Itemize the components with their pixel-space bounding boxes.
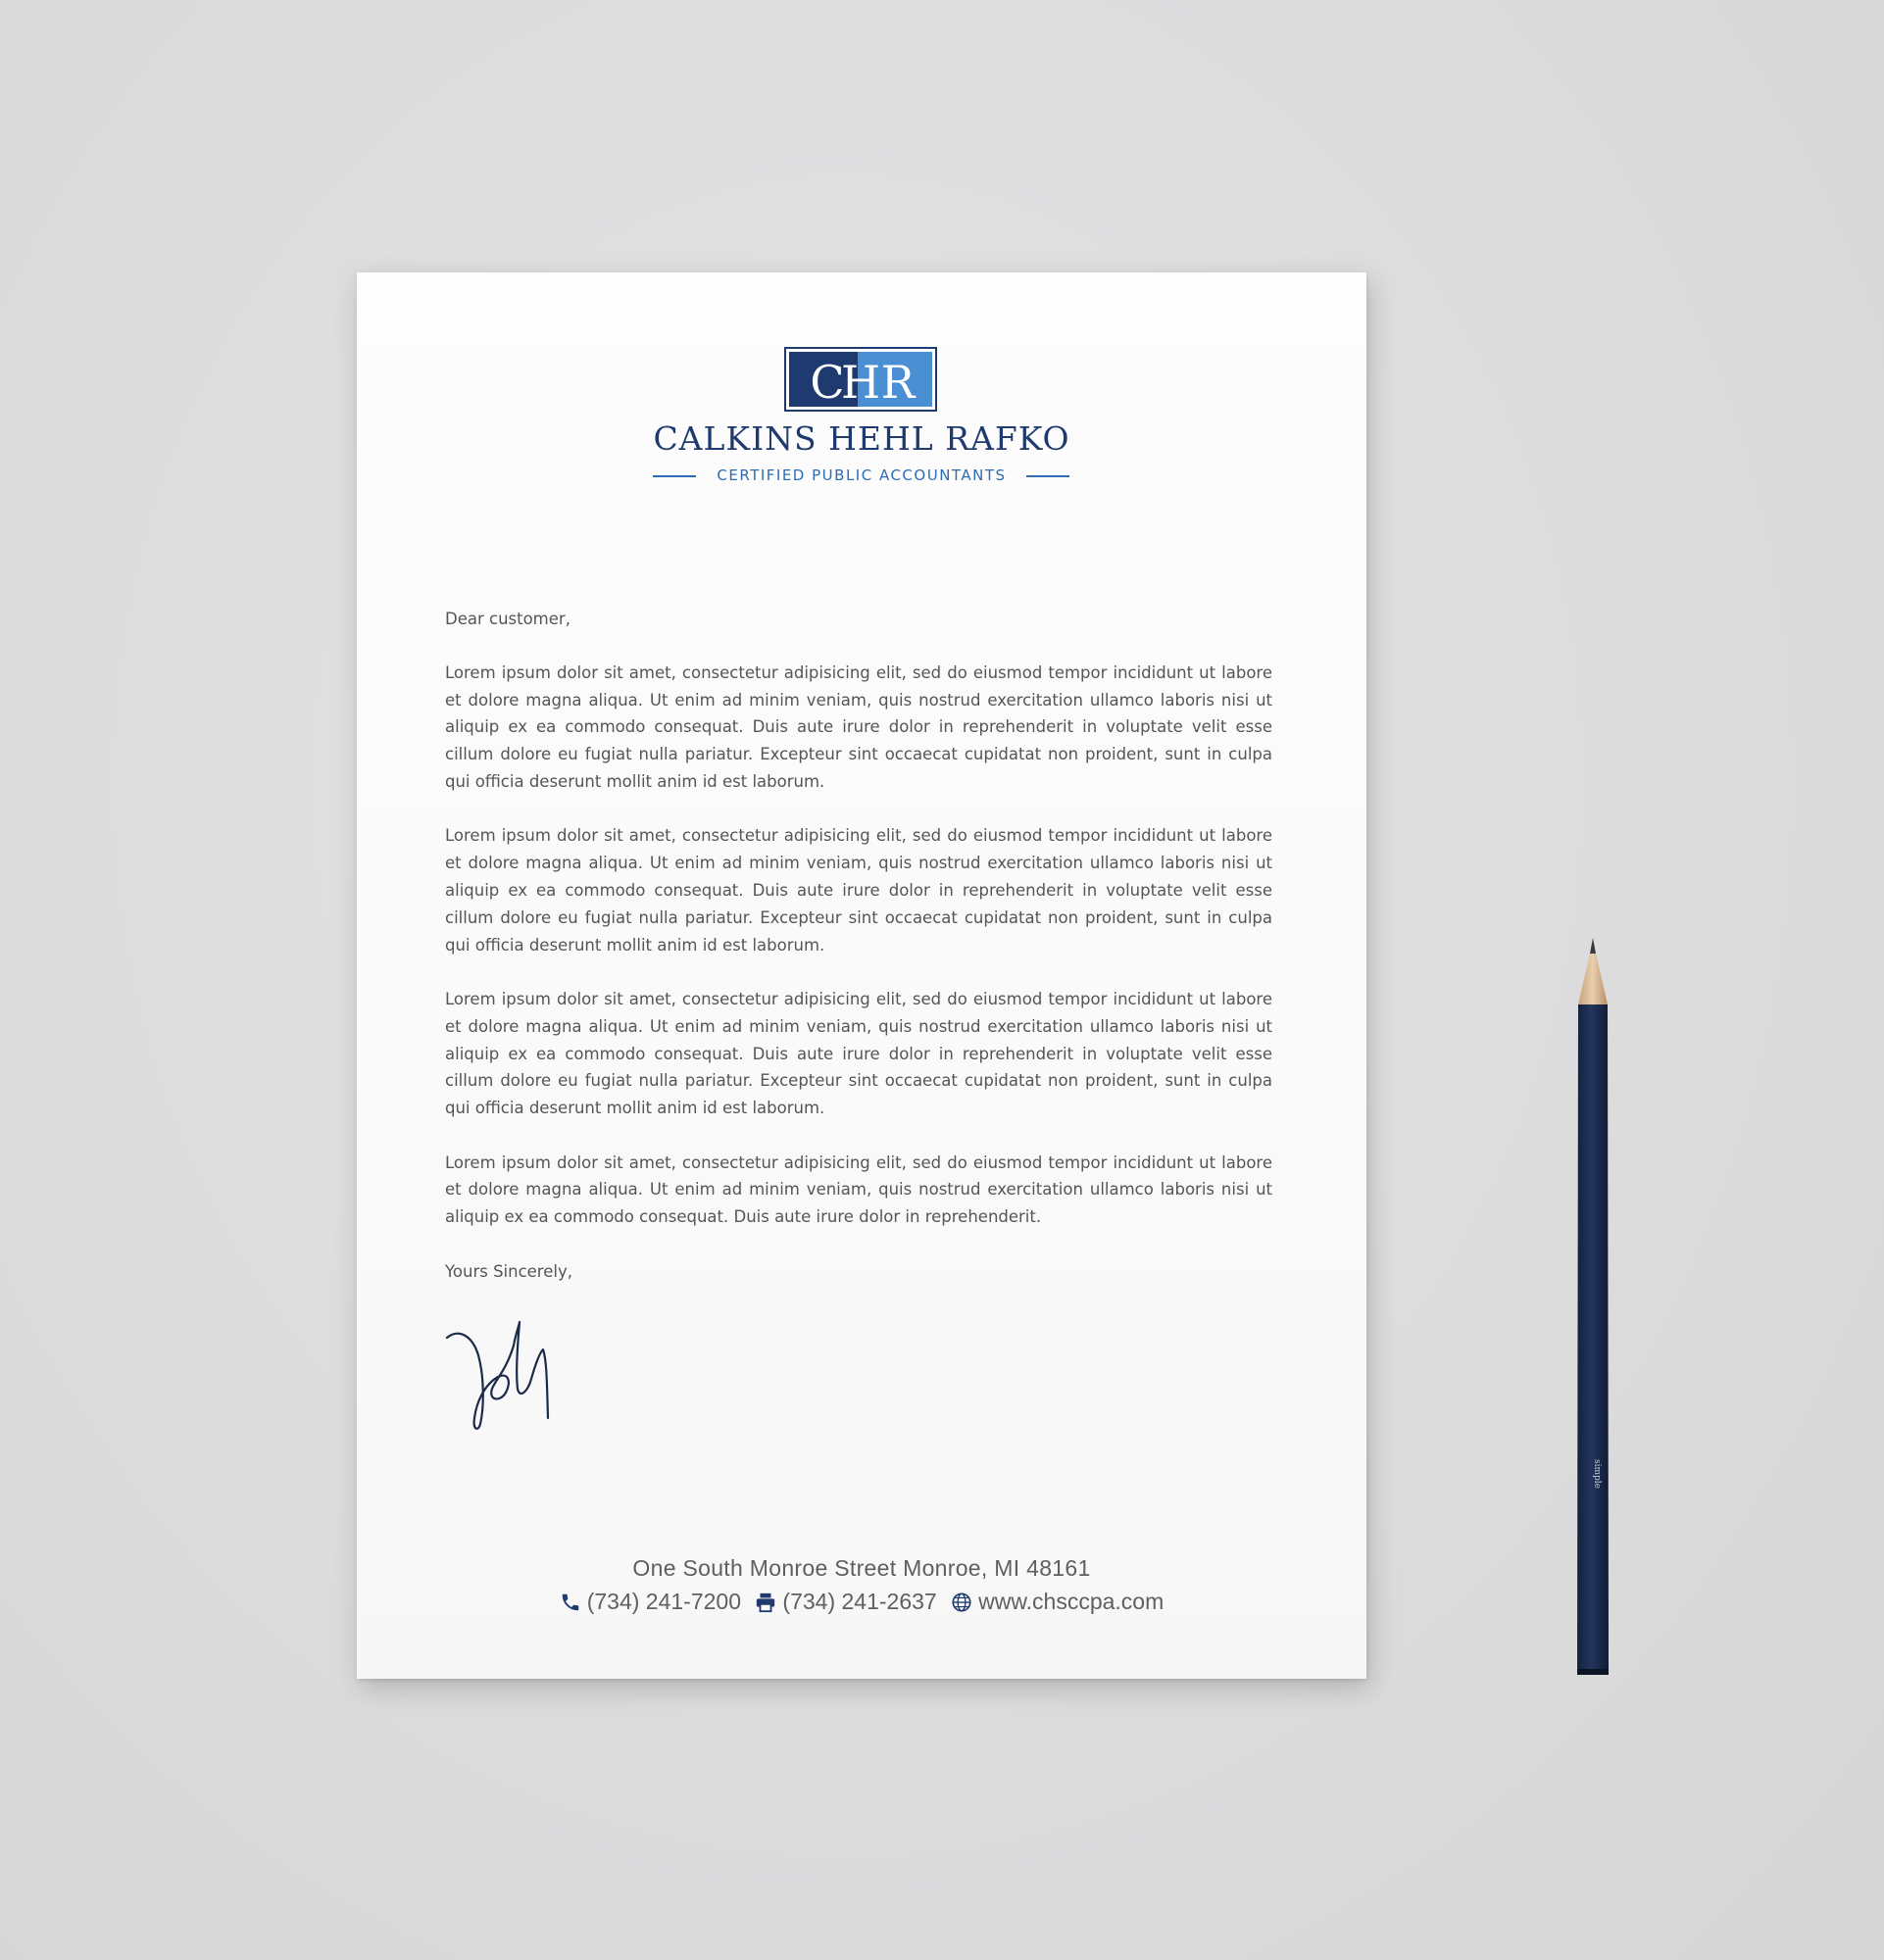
closing-line: Yours Sincerely, (445, 1261, 572, 1281)
svg-text:R: R (880, 356, 916, 409)
website-contact[interactable] (951, 1587, 1164, 1616)
tagline-rule-right (1026, 475, 1069, 477)
letter-body (445, 606, 1272, 1285)
salutation: Dear customer, (445, 610, 570, 628)
phone-contact (560, 1587, 741, 1616)
handwritten-signature (445, 1316, 572, 1434)
pencil-imprint: simple (1592, 1459, 1602, 1489)
fax-number: (734) 241-2637 (782, 1589, 937, 1614)
footer-contacts (357, 1587, 1366, 1620)
letter-paragraph: Lorem ipsum dolor sit amet, consectetur adipisicing elit, sed do eiusmod tempor incididunt ut labore et dolore magna aliqua. Ut enim ad minim veniam, quis nostrud exercitation ullamco laboris nisi ut aliquip ex ea commodo consequat. Duis aute irure dolor in reprehenderit in voluptate velit esse cillum dolore eu fugiat nulla pariatur. Excepteur sint occaecat cupidatat non proident, sunt in culpa qui officia deserunt mollit anim id est laborum. (445, 989, 1272, 1118)
fax-contact (755, 1587, 936, 1616)
letter-footer (357, 1553, 1366, 1620)
company-logo (357, 347, 1366, 504)
website-link[interactable]: www.chsccpa.com (978, 1589, 1165, 1614)
globe-icon (951, 1591, 972, 1612)
tagline-rule-left (653, 475, 696, 477)
svg-text:H: H (840, 356, 881, 409)
pencil (1573, 936, 1612, 1681)
footer-address: One South Monroe Street Monroe, MI 48161 (632, 1555, 1091, 1581)
chr-monogram-logo (784, 347, 937, 412)
svg-text:C: C (810, 356, 845, 409)
tagline-row (357, 466, 1366, 486)
letter-paragraph: Lorem ipsum dolor sit amet, consectetur adipisicing elit, sed do eiusmod tempor incididunt ut labore et dolore magna aliqua. Ut enim ad minim veniam, quis nostrud exercitation ullamco laboris nisi ut aliquip ex ea commodo consequat. Duis aute irure dolor in reprehenderit in voluptate velit esse cillum dolore eu fugiat nulla pariatur. Excepteur sint occaecat cupidatat non proident, sunt in culpa qui officia deserunt mollit anim id est laborum. (445, 662, 1272, 791)
phone-number: (734) 241-7200 (586, 1589, 742, 1614)
fax-icon (755, 1591, 776, 1612)
letter-paragraph: Lorem ipsum dolor sit amet, consectetur adipisicing elit, sed do eiusmod tempor incididunt ut labore et dolore magna aliqua. Ut enim ad minim veniam, quis nostrud exercitation ullamco laboris nisi ut aliquip ex ea commodo consequat. Duis aute irure dolor in reprehenderit in voluptate velit esse cillum dolore eu fugiat nulla pariatur. Excepteur sint occaecat cupidatat non proident, sunt in culpa qui officia deserunt mollit anim id est laborum. (445, 826, 1272, 955)
firm-tagline: CERTIFIED PUBLIC ACCOUNTANTS (717, 466, 1007, 484)
firm-name: CALKINS HEHL RAFKO (653, 419, 1070, 458)
phone-icon (560, 1591, 581, 1612)
letterhead-sheet (357, 272, 1366, 1679)
letter-paragraph: Lorem ipsum dolor sit amet, consectetur adipisicing elit, sed do eiusmod tempor incididunt ut labore et dolore magna aliqua. Ut enim ad minim veniam, quis nostrud exercitation ullamco laboris nisi ut aliquip ex ea commodo consequat. Duis aute irure dolor in reprehenderit. (445, 1152, 1272, 1227)
